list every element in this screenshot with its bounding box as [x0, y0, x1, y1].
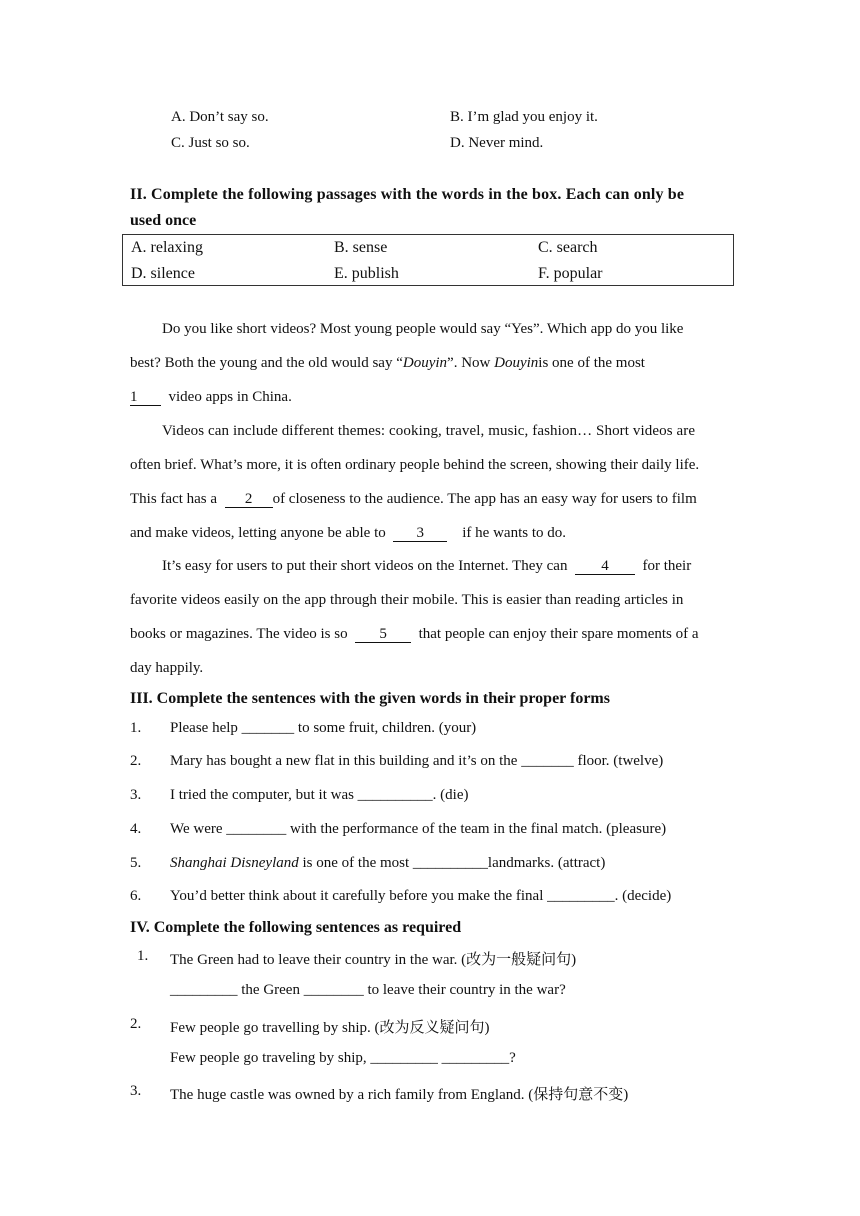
section2-heading-line2: used once: [130, 212, 197, 229]
option-a: A. Don’t say so.: [171, 109, 269, 125]
item-number: 2.: [130, 1016, 142, 1032]
passage-italic: Douyin: [494, 355, 539, 371]
item-number: 6.: [130, 888, 142, 904]
item-number: 3.: [130, 1083, 142, 1099]
blank-5[interactable]: 5: [355, 627, 411, 643]
word-option-c: C. search: [538, 239, 598, 256]
passage-line: [130, 491, 697, 508]
passage-text: of closeness to the audience. The app has an easy way for users to film: [272, 491, 697, 507]
word-option-a: A. relaxing: [131, 239, 203, 256]
passage-text: and make videos, letting anyone be able to: [130, 525, 386, 541]
sentence-item: [170, 855, 605, 872]
sentence-item: You’d better think about it carefully before you make the final _________. (decide): [170, 888, 672, 904]
sentence-italic: Shanghai Disneyland: [170, 855, 299, 871]
passage-line: [130, 389, 292, 406]
item-number: 5.: [130, 855, 142, 871]
passage-line: [130, 355, 645, 372]
word-option-b: B. sense: [334, 239, 388, 256]
transform-item: The huge castle was owned by a rich family from England. (保持句意不变): [170, 1087, 629, 1103]
blank-3[interactable]: 3: [393, 526, 447, 542]
blank-2[interactable]: 2: [225, 492, 273, 508]
option-c: C. Just so so.: [171, 135, 250, 151]
passage-text: if he wants to do.: [462, 525, 566, 541]
word-option-e: E. publish: [334, 265, 399, 282]
section2-heading-line1: II. Complete the following passages with the words in the box. Each can only be: [130, 186, 685, 203]
passage-line: Videos can include different themes: cooking, travel, music, fashion… Short videos are: [162, 423, 696, 439]
passage-line: favorite videos easily on the app through their mobile. This is easier than reading articles in: [130, 592, 684, 608]
item-number: 1.: [137, 948, 149, 964]
sentence-item: Mary has bought a new flat in this building and it’s on the _______ floor. (twelve): [170, 753, 664, 769]
blank-4[interactable]: 4: [575, 559, 635, 575]
transform-answer[interactable]: _________ the Green ________ to leave their country in the war?: [170, 982, 566, 998]
item-number: 2.: [130, 753, 142, 769]
passage-italic: Douyin: [402, 355, 448, 371]
passage-line: Do you like short videos? Most young people would say “Yes”. Which app do you like: [162, 321, 684, 337]
transform-item: The Green had to leave their country in the war. (改为一般疑问句): [170, 952, 577, 968]
item-number: 4.: [130, 821, 142, 837]
sentence-item: Please help _______ to some fruit, children. (your): [170, 720, 477, 736]
option-d: D. Never mind.: [450, 135, 544, 151]
item-number: 3.: [130, 787, 142, 803]
word-option-d: D. silence: [131, 265, 195, 282]
passage-text: This fact has a: [130, 491, 218, 507]
passage-line: [162, 558, 691, 575]
passage-text: It’s easy for users to put their short videos on the Internet. They can: [162, 558, 568, 574]
transform-item: Few people go travelling by ship. (改为反义疑问句): [170, 1020, 490, 1036]
passage-text: books or magazines. The video is so: [130, 626, 348, 642]
passage-text: for their: [642, 558, 692, 574]
sentence-text: is one of the most __________landmarks. (attract): [298, 855, 606, 871]
transform-answer[interactable]: Few people go traveling by ship, _________ _________?: [170, 1050, 516, 1066]
passage-line: day happily.: [130, 660, 204, 676]
passage-text: ”. Now: [447, 355, 495, 371]
passage-text: that people can enjoy their spare moments of a: [418, 626, 699, 642]
passage-text: best? Both the young and the old would say “: [130, 355, 403, 371]
passage-text: is one of the most: [538, 355, 645, 371]
passage-line: [130, 626, 699, 643]
passage-text: video apps in China.: [168, 389, 292, 405]
passage-line: [130, 525, 566, 542]
section4-heading: IV. Complete the following sentences as required: [130, 919, 462, 936]
blank-1[interactable]: 1: [130, 390, 161, 406]
section3-heading: III. Complete the sentences with the given words in their proper forms: [130, 690, 610, 707]
option-b: B. I’m glad you enjoy it.: [450, 109, 598, 125]
sentence-item: We were ________ with the performance of the team in the final match. (pleasure): [170, 821, 667, 837]
item-number: 1.: [130, 720, 142, 736]
word-box: [122, 234, 734, 286]
sentence-item: I tried the computer, but it was __________. (die): [170, 787, 469, 803]
passage-line: often brief. What’s more, it is often ordinary people behind the screen, showing their daily life.: [130, 457, 700, 473]
word-option-f: F. popular: [538, 265, 603, 282]
